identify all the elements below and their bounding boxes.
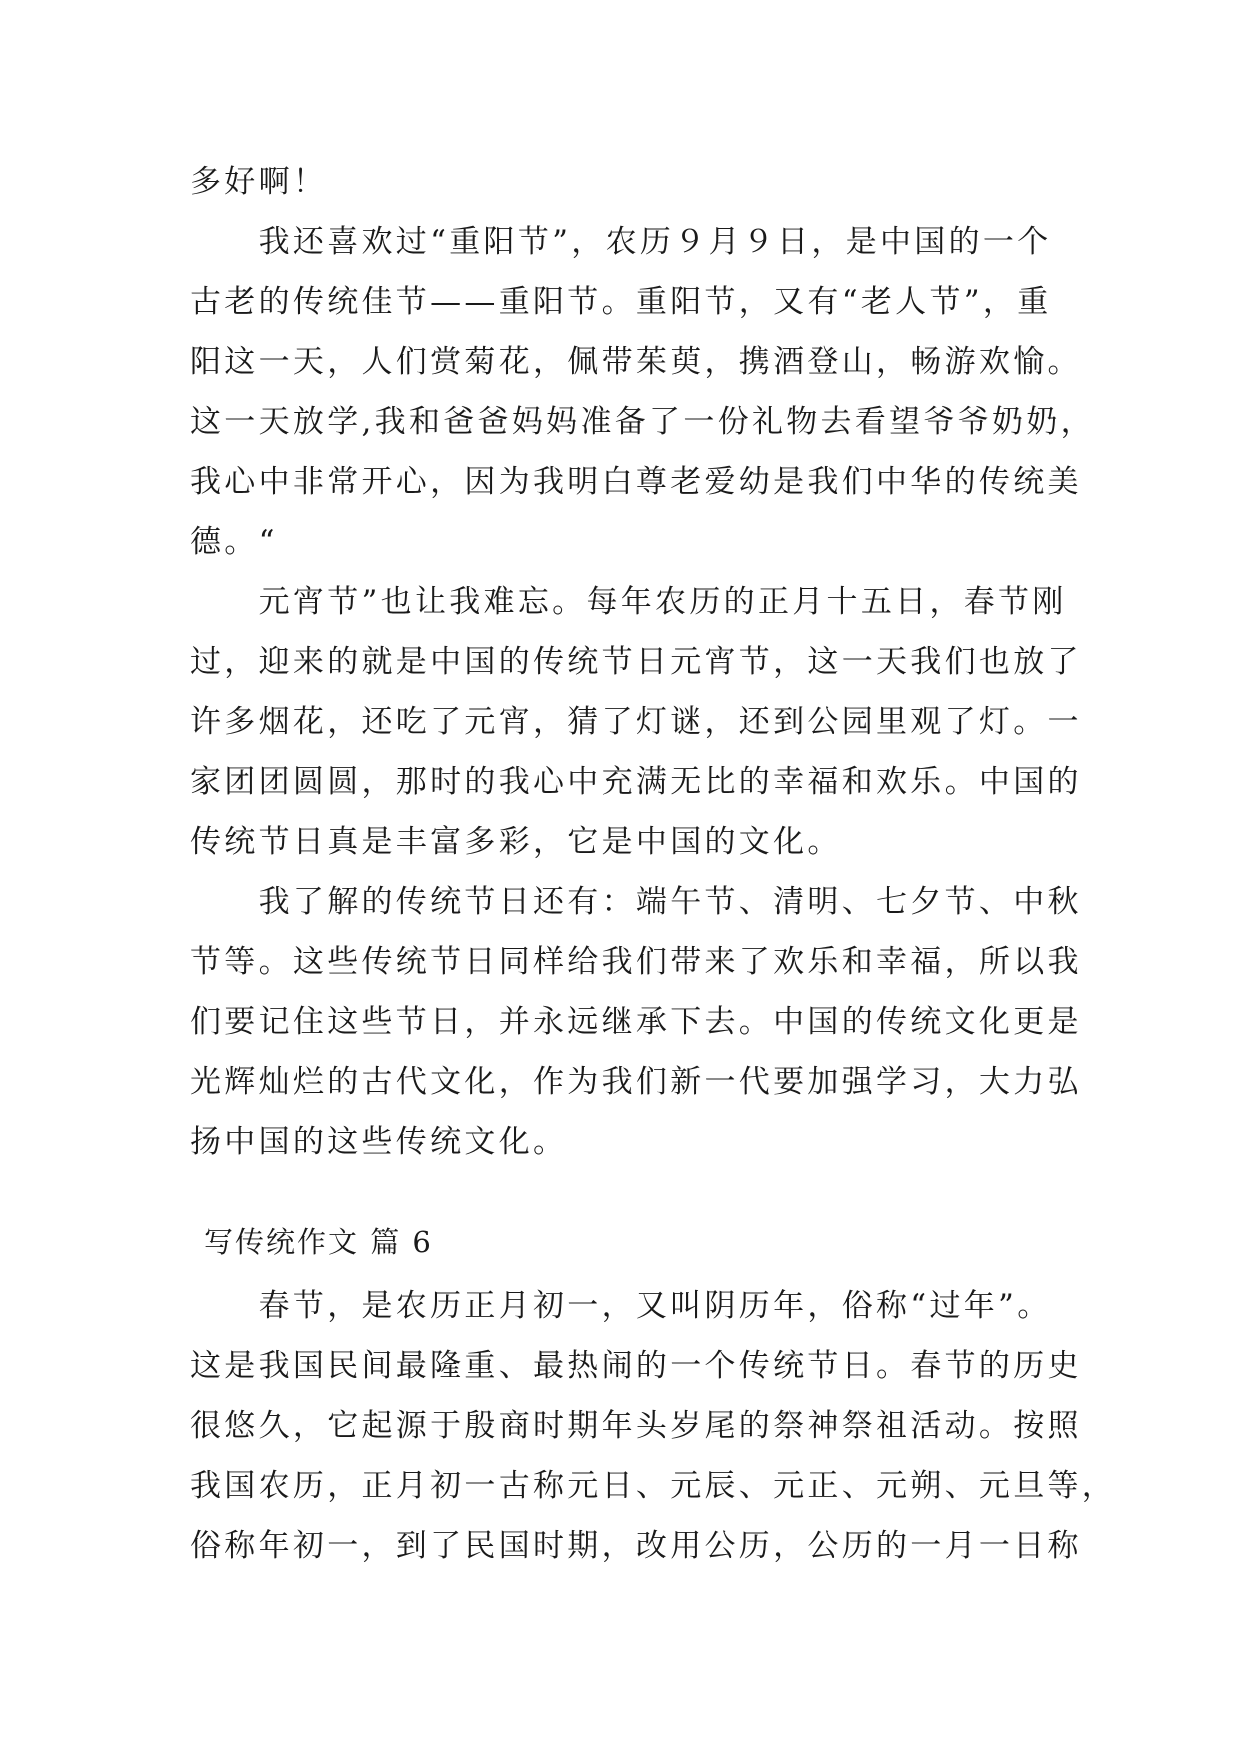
paragraph-line: 德。“: [190, 524, 278, 560]
paragraph-line: 多好啊！: [190, 164, 328, 200]
paragraph-line: 我还喜欢过“重阳节”，农历９月９日，是中国的一个: [190, 224, 1052, 260]
paragraph-line: 家团团圆圆，那时的我心中充满无比的幸福和欢乐。中国的: [190, 764, 1082, 800]
paragraph-line: 这一天放学,我和爸爸妈妈准备了一份礼物去看望爷爷奶奶，: [190, 404, 1095, 440]
paragraph-line: 过，迎来的就是中国的传统节日元宵节，这一天我们也放了: [190, 644, 1082, 680]
paragraph-line: 阳这一天，人们赏菊花，佩带茱萸，携酒登山，畅游欢愉。: [190, 344, 1082, 380]
paragraph-line: 光辉灿烂的古代文化，作为我们新一代要加强学习，大力弘: [190, 1064, 1082, 1100]
paragraph-line: 这是我国民间最隆重、最热闹的一个传统节日。春节的历史: [190, 1348, 1082, 1384]
paragraph-line: 元宵节”也让我难忘。每年农历的正月十五日，春节刚: [190, 584, 1067, 620]
paragraph-line: 我国农历，正月初一古称元日、元辰、元正、元朔、元旦等，: [190, 1468, 1117, 1504]
paragraph-line: 很悠久，它起源于殷商时期年头岁尾的祭神祭祖活动。按照: [190, 1408, 1082, 1444]
paragraph-line: 我了解的传统节日还有：端午节、清明、七夕节、中秋: [190, 884, 1082, 920]
paragraph-line: 们要记住这些节日，并永远继承下去。中国的传统文化更是: [190, 1004, 1082, 1040]
paragraph-line: 扬中国的这些传统文化。: [190, 1124, 568, 1160]
paragraph-line: 传统节日真是丰富多彩，它是中国的文化。: [190, 824, 842, 860]
paragraph-line: 俗称年初一，到了民国时期，改用公历，公历的一月一日称: [190, 1528, 1082, 1564]
paragraph-line: 我心中非常开心，因为我明白尊老爱幼是我们中华的传统美: [190, 464, 1082, 500]
paragraph-line: 春节，是农历正月初一，又叫阴历年，俗称“过年”。: [190, 1288, 1052, 1324]
paragraph-line: 节等。这些传统节日同样给我们带来了欢乐和幸福，所以我: [190, 944, 1082, 980]
paragraph-line: 许多烟花，还吃了元宵，猜了灯谜，还到公园里观了灯。一: [190, 704, 1082, 740]
paragraph-line: 古老的传统佳节——重阳节。重阳节，又有“老人节”，重: [190, 284, 1052, 320]
section-heading: 写传统作文 篇 6: [204, 1225, 433, 1259]
